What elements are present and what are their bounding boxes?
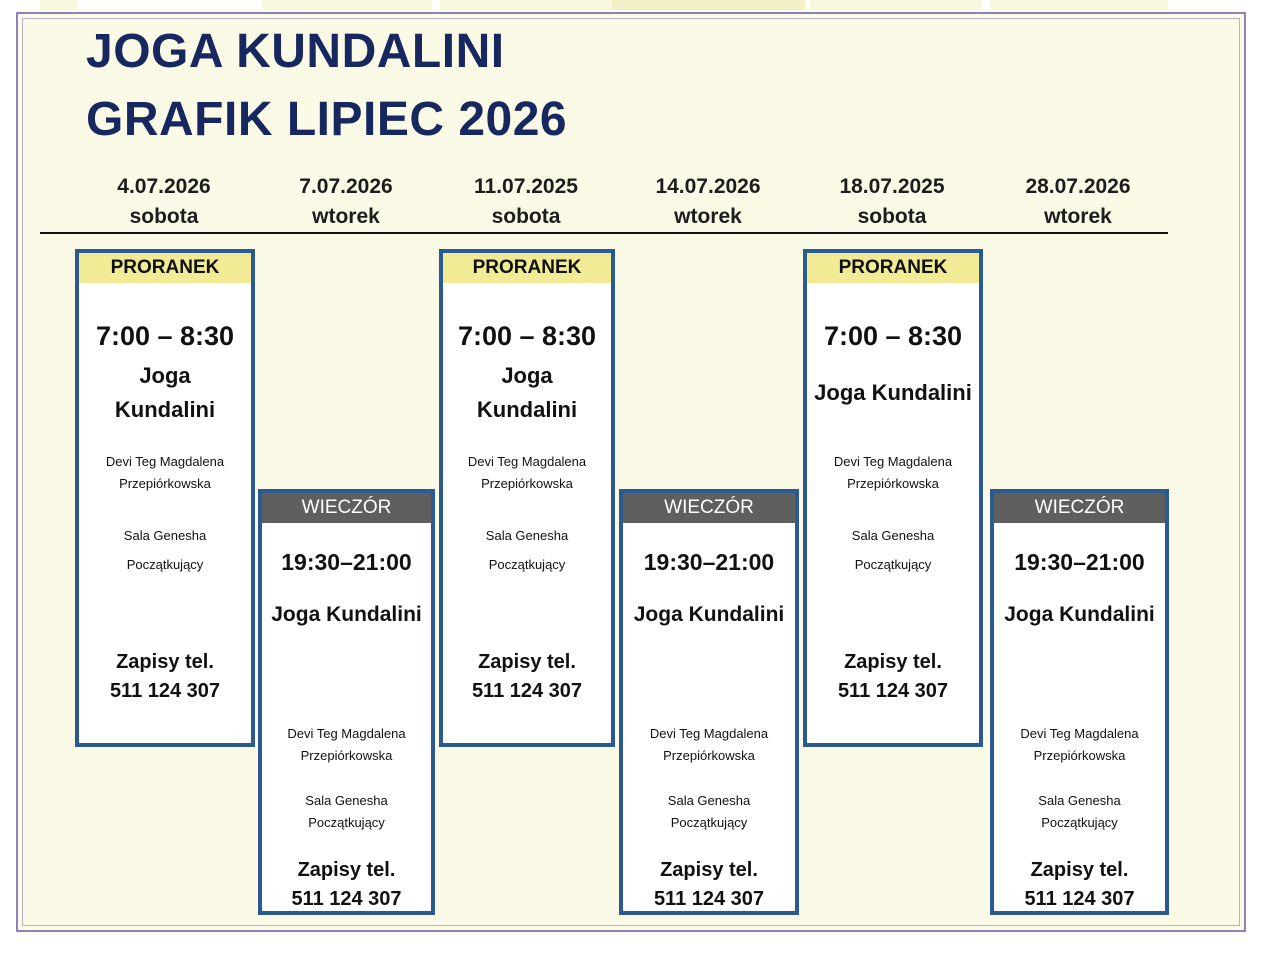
level-label: Początkujący [1041, 815, 1118, 830]
room-and-level [623, 790, 795, 834]
top-decor-strip [40, 0, 78, 10]
top-decor-strip [262, 0, 432, 10]
class-time: 19:30–21:00 [643, 549, 775, 575]
room-and-level [262, 790, 431, 834]
registration-label: Zapisy tel. [660, 859, 758, 881]
room-name: Sala Genesha [1038, 793, 1121, 808]
level-label: Początkujący [126, 557, 204, 572]
session-band: WIECZÓR [262, 493, 431, 523]
header-divider [40, 232, 1168, 234]
teacher-line: Devi Teg Magdalena [1020, 726, 1139, 741]
registration-label: Zapisy tel. [478, 651, 576, 673]
registration-label: Zapisy tel. [297, 859, 396, 881]
teacher-line: Przepiórkowska [300, 748, 393, 763]
level-label: Początkujący [670, 815, 748, 830]
day-date: 7.07.2026 [299, 175, 393, 198]
session-band: PRORANEK [443, 253, 611, 283]
title-line-2: GRAFIK LIPIEC 2026 [86, 93, 568, 146]
teacher-name [994, 723, 1165, 767]
registration-info [443, 648, 611, 706]
day-header [436, 172, 616, 232]
day-header [618, 172, 798, 232]
phone-number: 511 124 307 [653, 888, 765, 910]
day-date: 14.07.2026 [655, 175, 761, 198]
class-name: Joga Kundalini [271, 603, 422, 626]
class-name-line: Joga [501, 363, 553, 388]
top-decor-strip [990, 0, 1168, 10]
day-date: 4.07.2026 [117, 175, 211, 198]
morning-class-card [75, 249, 255, 747]
phone-number: 511 124 307 [471, 680, 583, 702]
class-time: 19:30–21:00 [281, 549, 412, 575]
class-time: 7:00 – 8:30 [823, 321, 963, 351]
teacher-line: Przepiórkowska [847, 476, 939, 491]
day-weekday: sobota [491, 205, 561, 228]
teacher-line: Przepiórkowska [481, 476, 573, 491]
teacher-line: Devi Teg Magdalena [833, 454, 953, 469]
teacher-line: Devi Teg Magdalena [649, 726, 769, 741]
day-date: 28.07.2026 [1025, 175, 1131, 198]
teacher-line: Devi Teg Magdalena [287, 726, 406, 741]
day-header [988, 172, 1168, 232]
day-weekday: wtorek [1044, 205, 1112, 228]
class-time: 7:00 – 8:30 [457, 321, 597, 351]
teacher-name [262, 723, 431, 767]
level-label: Początkujący [488, 557, 566, 572]
session-band: PRORANEK [79, 253, 251, 283]
class-name: Joga Kundalini [633, 603, 785, 626]
class-name-line: Kundalini [476, 397, 578, 422]
registration-label: Zapisy tel. [1030, 859, 1129, 881]
top-decor-strip [810, 0, 982, 10]
teacher-name [443, 451, 611, 495]
teacher-line: Devi Teg Magdalena [467, 454, 587, 469]
class-name [447, 359, 607, 427]
day-header [802, 172, 982, 232]
room-name: Sala Genesha [485, 528, 569, 543]
teacher-line: Przepiórkowska [663, 748, 755, 763]
morning-class-card [803, 249, 983, 747]
registration-info [807, 648, 979, 706]
class-name: Joga Kundalini [1004, 603, 1155, 626]
day-weekday: sobota [857, 205, 927, 228]
top-decor-strip [612, 0, 805, 10]
level-label: Początkujący [308, 815, 385, 830]
teacher-line: Przepiórkowska [1033, 748, 1126, 763]
session-band: WIECZÓR [623, 493, 795, 523]
day-weekday: wtorek [312, 205, 380, 228]
teacher-name [79, 451, 251, 495]
evening-class-card [990, 489, 1169, 915]
day-date: 18.07.2025 [839, 175, 945, 198]
registration-info [262, 856, 431, 914]
room-name: Sala Genesha [851, 528, 935, 543]
teacher-name [807, 451, 979, 495]
teacher-line: Devi Teg Magdalena [105, 454, 225, 469]
room-and-level [994, 790, 1165, 834]
class-name [83, 359, 247, 427]
phone-number: 511 124 307 [109, 680, 221, 702]
phone-number: 511 124 307 [1024, 888, 1135, 910]
evening-class-card [619, 489, 799, 915]
room-name: Sala Genesha [667, 793, 751, 808]
class-time: 7:00 – 8:30 [95, 321, 235, 351]
day-header [256, 172, 436, 232]
class-name-line: Joga [139, 363, 191, 388]
session-band: WIECZÓR [994, 493, 1165, 523]
registration-info [994, 856, 1165, 914]
title-line-1: JOGA KUNDALINI [86, 25, 505, 78]
registration-info [79, 648, 251, 706]
level-label: Początkujący [854, 557, 932, 572]
teacher-name [623, 723, 795, 767]
phone-number: 511 124 307 [837, 680, 949, 702]
session-band: PRORANEK [807, 253, 979, 283]
registration-info [623, 856, 795, 914]
day-date: 11.07.2025 [474, 175, 578, 198]
room-name: Sala Genesha [123, 528, 207, 543]
evening-class-card [258, 489, 435, 915]
phone-number: 511 124 307 [291, 888, 402, 910]
class-name: Joga Kundalini [814, 380, 972, 405]
teacher-line: Przepiórkowska [119, 476, 211, 491]
day-header [74, 172, 254, 232]
class-time: 19:30–21:00 [1014, 549, 1145, 575]
registration-label: Zapisy tel. [844, 651, 942, 673]
day-weekday: wtorek [674, 205, 742, 228]
registration-label: Zapisy tel. [116, 651, 214, 673]
class-name-line: Kundalini [114, 397, 216, 422]
room-name: Sala Genesha [305, 793, 388, 808]
top-decor-strip [440, 0, 612, 10]
morning-class-card [439, 249, 615, 747]
day-weekday: sobota [129, 205, 199, 228]
